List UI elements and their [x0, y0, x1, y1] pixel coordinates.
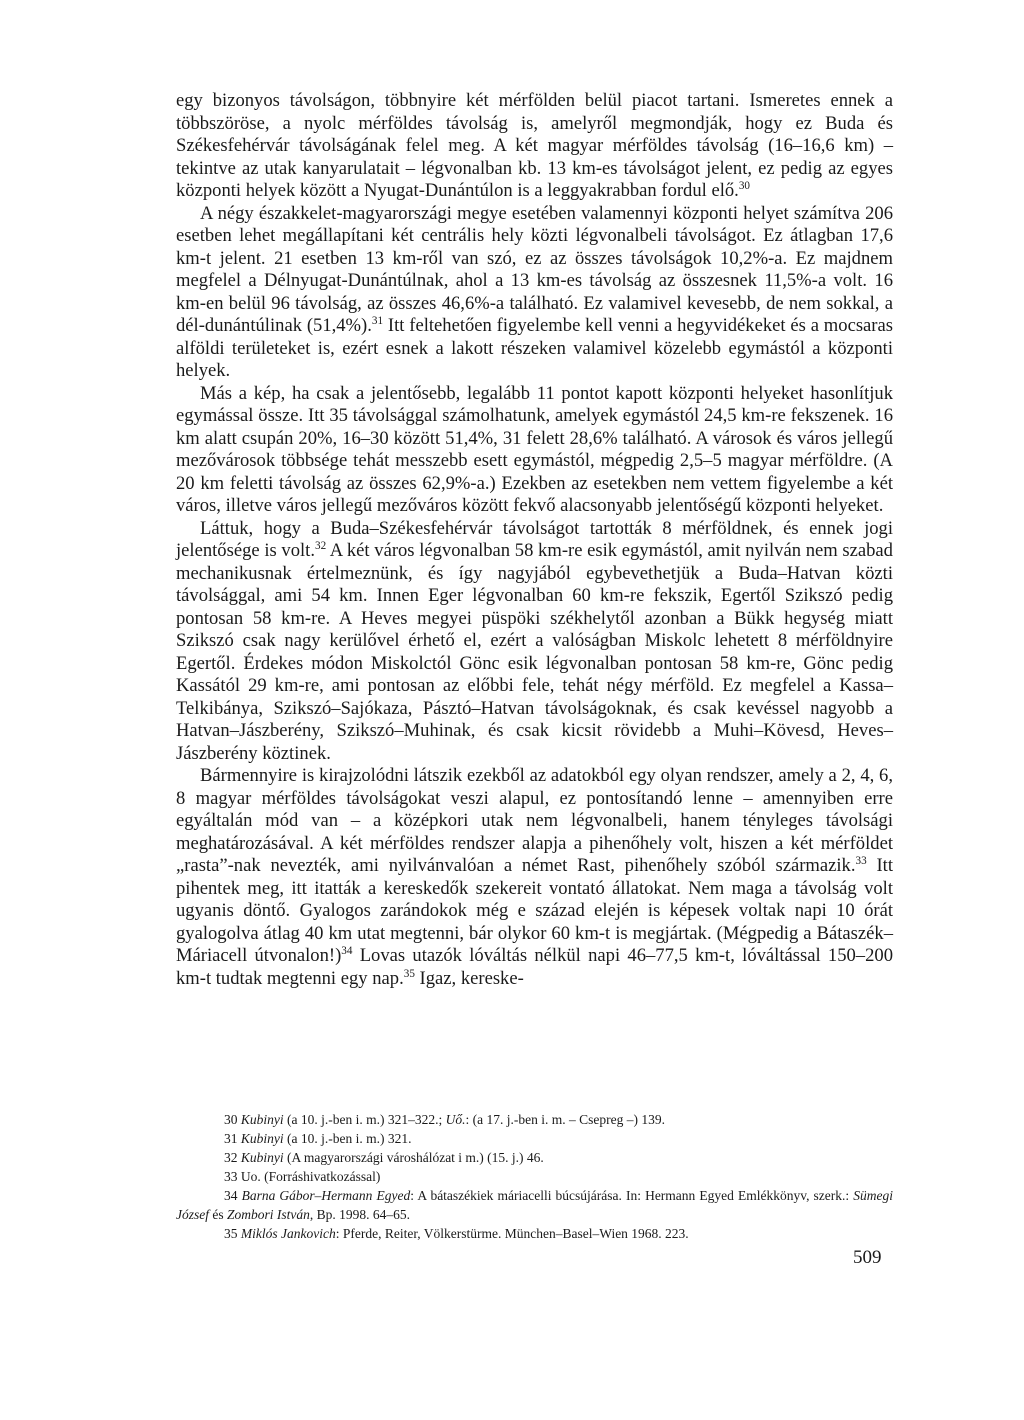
- footnote: [176, 1186, 893, 1224]
- footnote: [176, 1129, 893, 1148]
- italic-text: Zombori István: [227, 1207, 310, 1222]
- text-run: Itt feltehetően figyelembe kell venni a hegyvidékeket és a mocsaras alföldi területeket is, ezért esnek a lakott részeken valamivel közelebb egymástól a központi helyek.: [176, 315, 893, 381]
- text-run: és: [209, 1207, 227, 1222]
- text-run: Bármennyire is kirajzolódni látszik ezekből az adatokból egy olyan rendszer, amely a 2, 4, 6, 8 magyar mérföldes távolságokat veszi alapul, ez pontosítandó lenne – amennyiben erre egyáltalán mód van – a középkori utak nem légvonalbeli, hanem tényleges távolsági meghatározásával. A két mérföldes rendszer alapja a pihenőhely volt, hiszen a két mérföldet „rasta”-nak nevezték, ami nyilvánvalóan a német Rast, pihenőhely szóból származik.: [176, 765, 893, 876]
- italic-text: Kubinyi: [240, 1150, 284, 1165]
- text-run: : A bátaszékiek máriacelli búcsújárása. In: Hermann Egyed Emlékkönyv, szerk.:: [410, 1188, 854, 1203]
- text-run: 34: [224, 1188, 242, 1203]
- text-run: 35: [224, 1226, 241, 1241]
- footnote: [176, 1110, 893, 1129]
- page-number: 509: [853, 1247, 882, 1268]
- footnote: [176, 1148, 893, 1167]
- footnotes: [176, 1110, 893, 1243]
- footnote: [176, 1167, 893, 1186]
- text-run: Igaz, kereske-: [414, 967, 524, 989]
- text-run: (a 10. j.-ben i. m.) 321.: [283, 1131, 412, 1146]
- text-run: 31: [224, 1131, 241, 1146]
- body-text: [176, 90, 893, 990]
- text-run: Itt pihentek meg, itt itatták a kereskedők szekereit vontató állatokat. Nem maga a távolság volt ugyanis döntő. Gyalogos zarándokok még e század elején is képesek voltak napi 10 órát gyalogolva átlag 40 km utat megtenni, bár olykor 60 km-t is megjártak. (Mégpedig a Bátaszék–Máriacell útvonalon!): [176, 855, 893, 966]
- text-run: (a 10. j.-ben i. m.) 321–322.;: [283, 1112, 446, 1127]
- text-run: : (a 17. j.-ben i. m. – Csepreg –) 139.: [465, 1112, 665, 1127]
- footnote-ref: 35: [403, 967, 415, 980]
- text-run: (A magyarországi városhálózat i m.) (15. j.) 46.: [283, 1150, 544, 1165]
- text-run: 30: [224, 1112, 241, 1127]
- italic-text: Miklós Jankovich: [240, 1226, 336, 1241]
- text-run: egy bizonyos távolságon, többnyire két mérfölden belül piacot tartani. Ismeretes ennek a többszöröse, a nyolc mérföldes távolság is, amelyről megmondják, hogy ez Buda és Székesfehérvár távolságának felel meg. A két magyar mérföldes távolság (16–16,6 km) – tekintve az utak kanyarulatait – légvonalban kb. 13 km-es távolságot jelent, ez pedig az egyes központi helyek között a Nyugat-Dunántúlon is a leggyakrabban fordul elő.: [176, 90, 893, 201]
- text-run: : Pferde, Reiter, Völkerstürme. München–Basel–Wien 1968. 223.: [335, 1226, 689, 1241]
- paragraph: [176, 765, 893, 990]
- footnote-ref: 30: [738, 179, 750, 192]
- text-run: 33 Uo. (Forráshivatkozással): [224, 1169, 381, 1184]
- paragraph: [176, 90, 893, 203]
- paragraph: [176, 203, 893, 383]
- footnote-ref: 31: [371, 314, 384, 327]
- italic-text: Barna Gábor–Hermann Egyed: [241, 1188, 411, 1203]
- italic-text: Kubinyi: [240, 1131, 284, 1146]
- text-run: A négy északkelet-magyarországi megye esetében valamennyi központi helyet számítva 206 esetben lehet megállapítani két centrális hely közti légvonalbeli távolságot. Ez átlagban 17,6 km-t jelent. 21 esetben 13 km-ről van szó, ez az összes távolságok 10,2%-a. Ez majdnem megfelel a Délnyugat-Dunántúlnak, ahol a 13 km-es távolság az összesnek 11,5%-a volt. 16 km-en belül 96 távolság, az összes 46,6%-a található. Ez valamivel kevesebb, de nem sokkal, a dél-dunántúlinak (51,4%).: [176, 202, 893, 336]
- footnote-ref: 34: [341, 944, 353, 957]
- text-run: Láttuk, hogy a Buda–Székesfehérvár távolságot tartották 8 mérföldnek, és ennek jogi jelentősége is volt.: [176, 517, 893, 561]
- text-run: 32: [224, 1150, 241, 1165]
- text-run: Lovas utazók lóváltás nélkül napi 46–77,5 km-t, lóváltással 150–200 km-t tudtak megtenni egy nap.: [176, 945, 893, 989]
- paragraph: [176, 518, 893, 766]
- footnote: [176, 1224, 893, 1243]
- footnote-ref: 32: [314, 539, 327, 552]
- paragraph: [176, 383, 893, 518]
- text-run: , Bp. 1998. 64–65.: [309, 1207, 411, 1222]
- italic-text: Uő.: [445, 1112, 466, 1127]
- italic-text: Kubinyi: [240, 1112, 284, 1127]
- footnote-ref: 33: [855, 854, 867, 867]
- text-run: A két város légvonalban 58 km-re esik egymástól, amit nyilván nem szabad mechanikusnak értelmeznünk, és így nagyjából egybevethetjük a Buda–Hatvan közti távolsággal, ami 54 km. Innen Eger légvonalban 60 km-re fekszik, Egertől Szikszó pedig pontosan 58 km-re. A Heves megyei püspöki székhelytől azonban a Bükk hegység miatt Szikszó csak nagy kerülővel érhető el, ezért a valóságban Miskolc lehetett 8 mérföldnyire Egertől. Érdekes módon Miskolctól Gönc esik légvonalban pontosan 58 km-re, Gönc pedig Kassától 29 km-re, ami pontosan az előbbi fele, tehát négy mérföld. Ez megfelel a Kassa–Telkibánya, Szikszó–Sajókaza, Pásztó–Hatvan távolságoknak, és csak kevéssel nagyobb a Hatvan–Jászberény, Szikszó–Muhinak, és csak kicsit rövidebb a Muhi–Kövesd, Heves–Jászberény köztinek.: [176, 540, 893, 764]
- text-run: Más a kép, ha csak a jelentősebb, legalább 11 pontot kapott központi helyeket hasonlítjuk egymással össze. Itt 35 távolsággal számolhatunk, amelyek egymástól 24,5 km-re fekszenek. 16 km alatt csupán 20%, 16–30 között 51,4%, 31 felett 28,6% található. A városok és város jellegű mezővárosok többsége tehát messzebb esett egymástól, mégpedig 2,5–5 magyar mérföldre. (A 20 km feletti távolság az összes 62,9%-a.) Ezekben az esetekben nem vettem figyelembe a két város, illetve város jellegű mezőváros között fekvő alacsonyabb jelentőségű központi helyeket.: [176, 382, 893, 516]
- italic-text: Sümegi József: [176, 1188, 893, 1222]
